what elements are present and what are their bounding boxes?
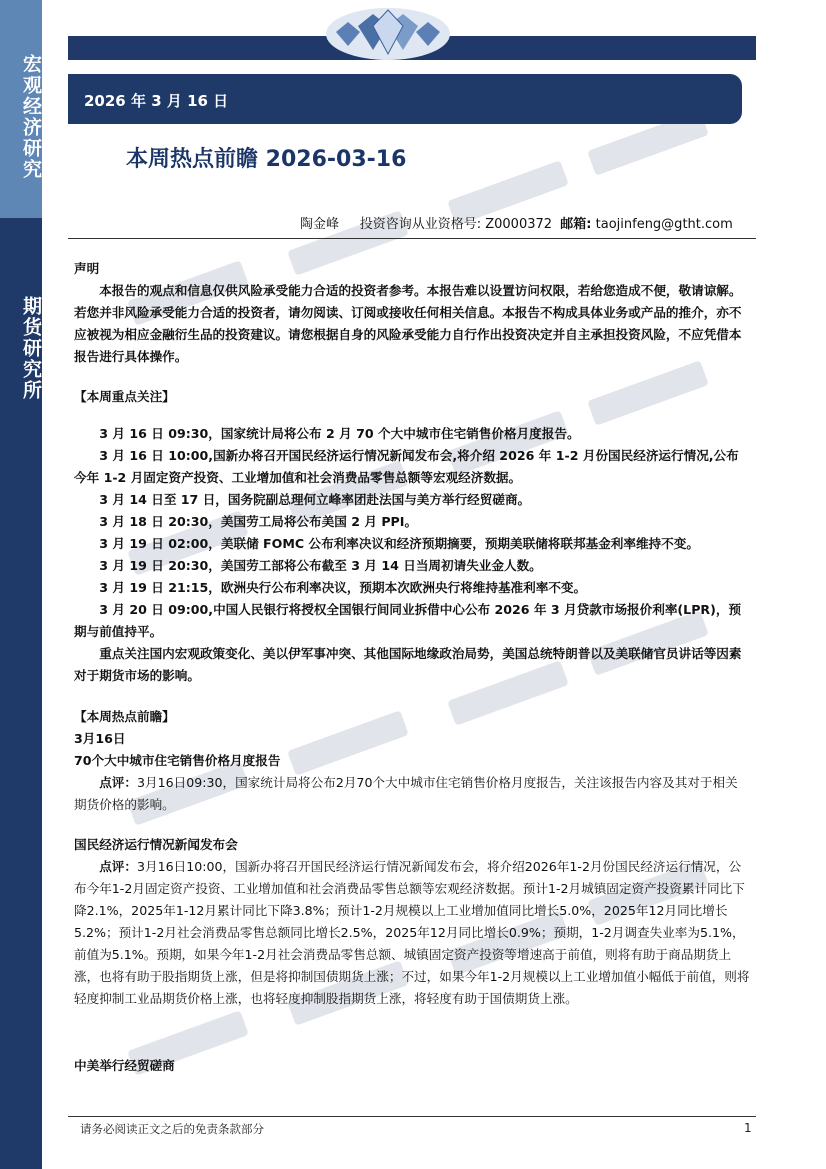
topic-2	[74, 834, 750, 1010]
disclaimer-section	[74, 258, 750, 368]
diamond-logo-icon	[318, 4, 458, 64]
list-item: 3 月 14 日至 17 日，国务院副总理何立峰率团赴法国与美方举行经贸磋商。	[99, 492, 531, 507]
preview-section	[74, 706, 750, 816]
email-label: 邮箱:	[560, 217, 592, 232]
comment-label: 点评：	[99, 775, 137, 790]
preview-date: 3月16日	[74, 731, 126, 746]
disclaimer-text: 本报告的观点和信息仅供风险承受能力合适的投资者参考。本报告难以设置访问权限，若给您造成不便，敬请谅解。若您并非风险承受能力合适的投资者，请勿阅读、订阅或接收任何相关信息。本报告不构成具体业务或产品的推介，亦不应被视为相应金融衍生品的投资建议。请您根据自身的风险承受能力自行作出投资决定并自主承担投资风险，不应凭借本报告进行具体操作。	[74, 283, 742, 364]
qualification-number: Z0000372	[485, 217, 553, 232]
author-name: 陶金峰	[300, 217, 340, 232]
footer-divider	[68, 1116, 756, 1117]
disclaimer-heading: 声明	[74, 261, 100, 276]
topic-comment	[74, 772, 750, 816]
topic-3	[74, 1055, 750, 1077]
focus-list	[74, 423, 750, 687]
author-line	[300, 213, 733, 232]
header-divider	[68, 238, 756, 239]
sidebar-section-futures: 期货研究所	[20, 296, 42, 401]
list-item: 3 月 19 日 21:15，欧洲央行公布利率决议，预期本次欧洲央行将维持基准利率不变。	[99, 580, 587, 595]
list-item: 3 月 16 日 09:30，国家统计局将公布 2 月 70 个大中城市住宅销售价格月度报告。	[99, 426, 580, 441]
list-item: 3 月 19 日 20:30，美国劳工部将公布截至 3 月 14 日当周初请失业金人数。	[99, 558, 542, 573]
page-number: 1	[744, 1121, 752, 1135]
focus-heading: 【本周重点关注】	[74, 389, 175, 404]
report-date: 2026 年 3 月 16 日	[84, 92, 229, 110]
page-title: 本周热点前瞻 2026-03-16	[126, 147, 407, 172]
comment-text: 3月16日10:00，国新办将召开国民经济运行情况新闻发布会，将介绍2026年1-2月份国民经济运行情况，公布今年1-2月固定资产投资、工业增加值和社会消费品零售总额等宏观经济数据。预计1-2月城镇固定资产投资累计同比下降2.1%，2025年1-12月累计同比下降3.8%；预计1-2月规模以上工业增加值同比增长5.0%，2025年12月同比增长5.2%；预计1-2月社会消费品零售总额同比增长2.5%，2025年12月同比增长0.9%；预期，1-2月调查失业率为5.1%，前值为5.1%。预期，如果今年1-2月社会消费品零售总额、城镇固定资产投资等增速高于前值，则将有助于商品期货上涨，也将有助于股指期货上涨，但是将抑制国债期货上涨；不过，如果今年1-2月规模以上工业增加值小幅低于前值，则将轻度抑制工业品期货价格上涨，也将轻度抑制股指期货上涨，将轻度有助于国债期货上涨。	[74, 859, 750, 1006]
list-item: 3 月 20 日 09:00,中国人民银行将授权全国银行间同业拆借中心公布 2026 年 3 月贷款市场报价利率(LPR)，预期与前值持平。	[74, 602, 742, 639]
preview-heading: 【本周热点前瞻】	[74, 709, 175, 724]
sidebar-section-macro: 宏观经济研究	[20, 54, 42, 180]
comment-text: 3月16日09:30，国家统计局将公布2月70个大中城市住宅销售价格月度报告，关注该报告内容及其对于相关期货价格的影响。	[74, 775, 738, 812]
list-item: 3 月 18 日 20:30，美国劳工局将公布美国 2 月 PPI。	[99, 514, 418, 529]
comment-label: 点评：	[99, 859, 137, 874]
list-item: 重点关注国内宏观政策变化、美以伊军事冲突、其他国际地缘政治局势，美国总统特朗普以及美联储官员讲话等因素对于期货市场的影响。	[74, 646, 742, 683]
topic-title: 国民经济运行情况新闻发布会	[74, 837, 238, 852]
topic-title: 中美举行经贸磋商	[74, 1058, 175, 1073]
topic-title: 70个大中城市住宅销售价格月度报告	[74, 753, 281, 768]
topic-comment	[74, 856, 750, 1010]
list-item: 3 月 16 日 10:00,国新办将召开国民经济运行情况新闻发布会,将介绍 2026 年 1-2 月份国民经济运行情况,公布今年 1-2 月固定资产投资、工业增加值和社会消费品零售总额等宏观经济数据。	[74, 448, 739, 485]
footer-disclaimer-note: 请务必阅读正文之后的免责条款部分	[80, 1122, 264, 1136]
focus-section	[74, 386, 750, 408]
qualification-label: 投资咨询从业资格号:	[359, 217, 482, 232]
author-email[interactable]: taojinfeng@gtht.com	[595, 217, 733, 232]
list-item: 3 月 19 日 02:00，美联储 FOMC 公布利率决议和经济预期摘要，预期美联储将联邦基金利率维持不变。	[99, 536, 699, 551]
